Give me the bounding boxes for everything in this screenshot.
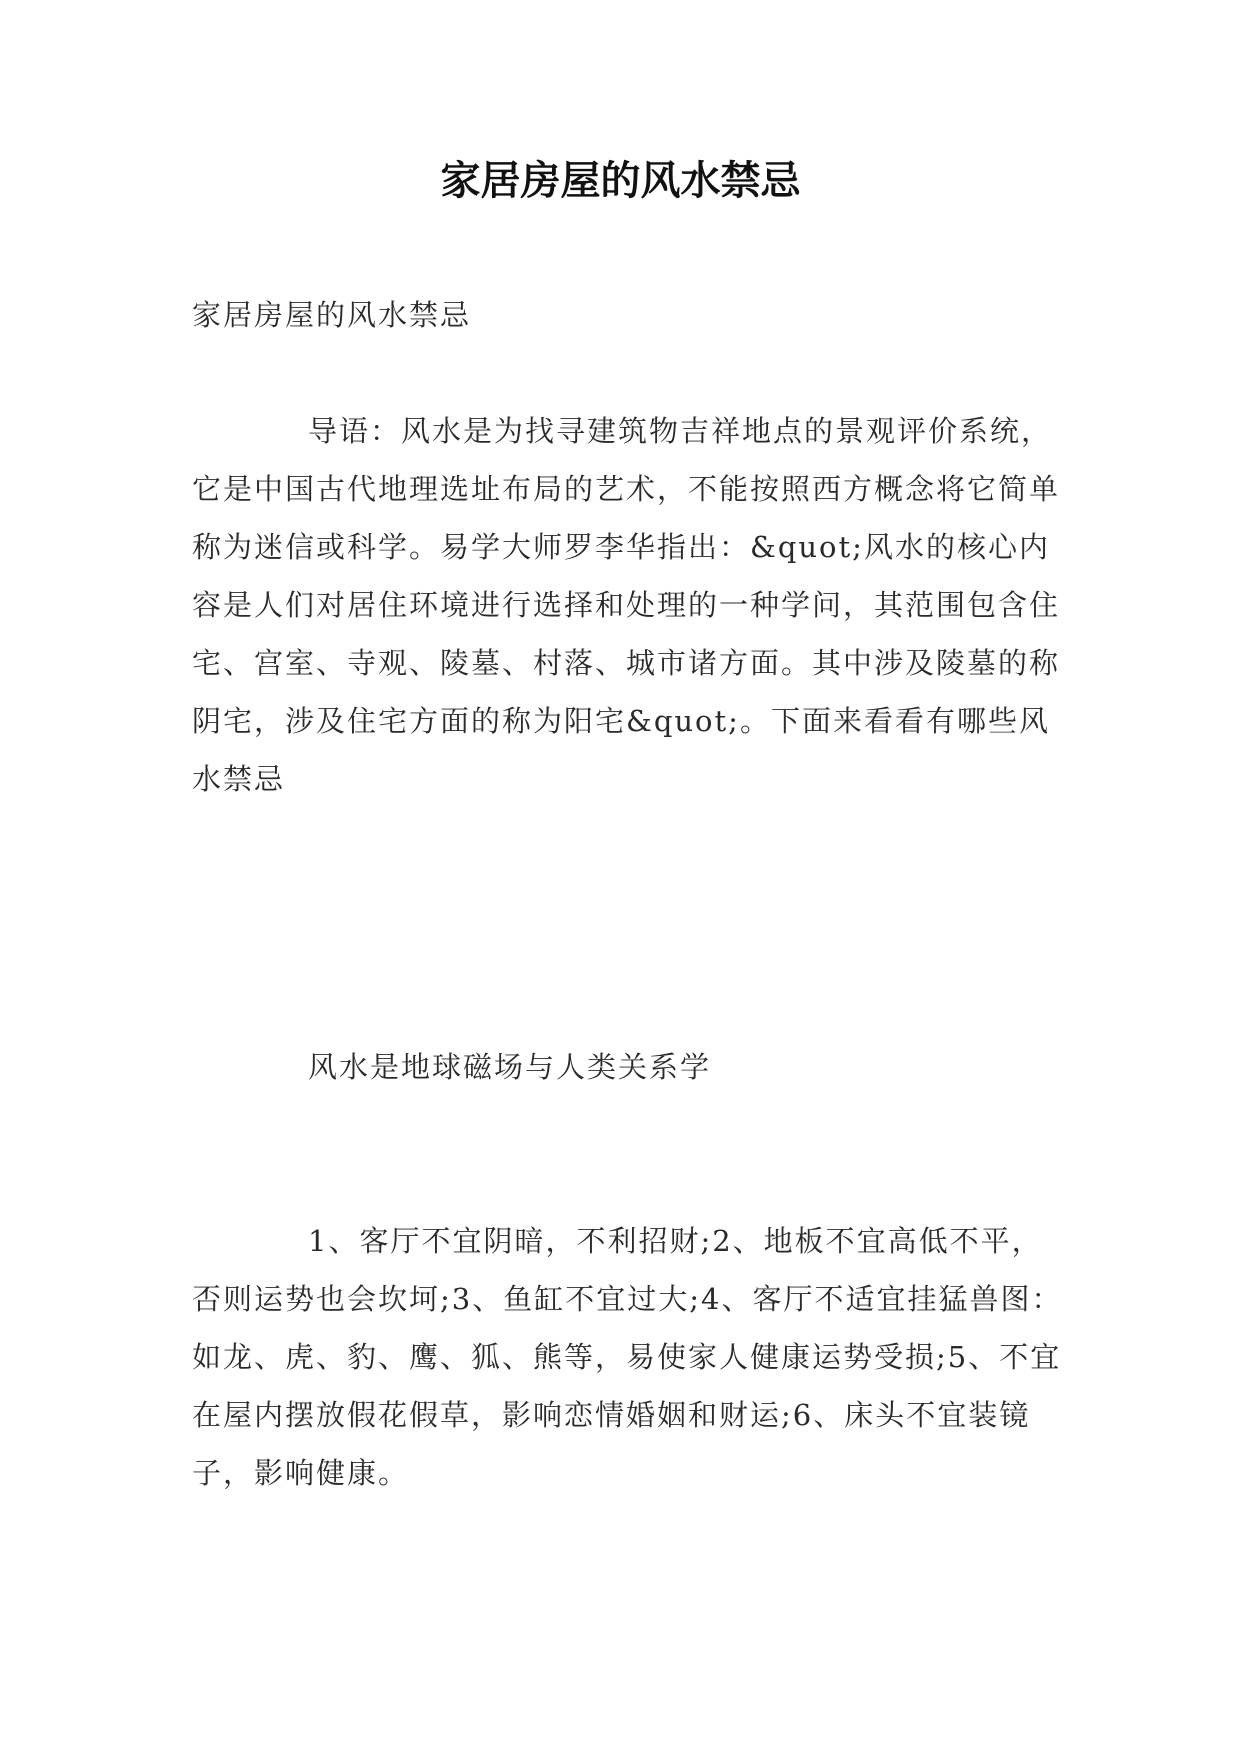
document-title: 家居房屋的风水禁忌 <box>440 157 801 204</box>
intro-paragraph: 导语：风水是为找寻建筑物吉祥地点的景观评价系统，它是中国古代地理选址布局的艺术，不能按照西方概念将它简单称为迷信或科学。易学大师罗李华指出：&quot;风水的核心内容是人们对居住环境进行选择和处理的一种学问，其范围包含住宅、宫室、寺观、陵墓、村落、城市诸方面。其中涉及陵墓的称阴宅，涉及住宅方面的称为阳宅&quot;。下面来看看有哪些风水禁忌 <box>192 414 1061 796</box>
taboo-list-paragraph: 1、客厅不宜阴暗，不利招财;2、地板不宜高低不平，否则运势也会坎坷;3、鱼缸不宜过大;4、客厅不适宜挂猛兽图：如龙、虎、豹、鹰、狐、熊等，易使家人健康运势受损;5、不宜在屋内摆放假花假草，影响恋情婚姻和财运;6、床头不宜装镜子，影响健康。 <box>192 1224 1063 1490</box>
section-heading: 风水是地球磁场与人类关系学 <box>308 1050 712 1084</box>
document-subtitle: 家居房屋的风水禁忌 <box>192 298 472 332</box>
